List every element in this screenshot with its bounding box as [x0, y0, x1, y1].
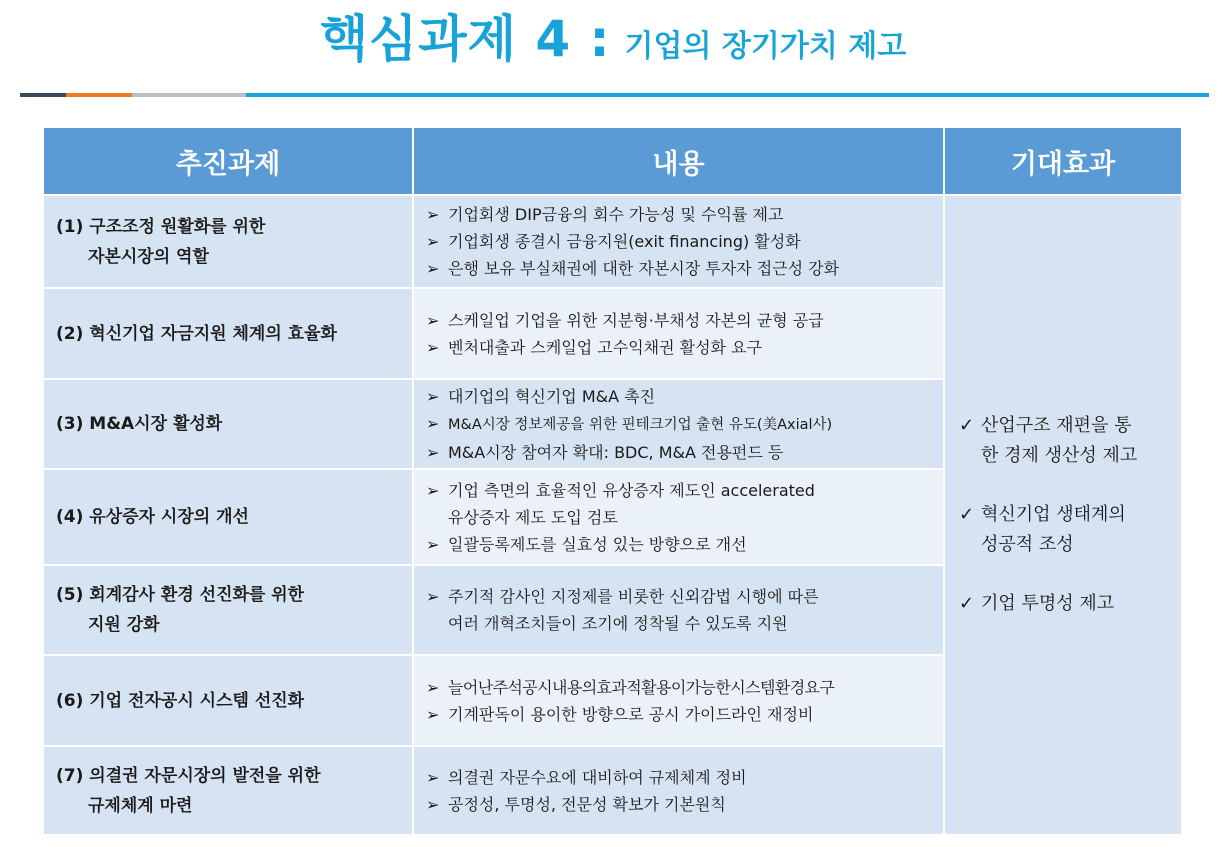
arrow-bullet-icon: ➢	[426, 587, 440, 606]
content-cell	[413, 565, 944, 655]
list-item-cont: 유상증자 제도 도입 검토	[448, 507, 618, 527]
content-cell	[413, 469, 944, 565]
list-item: ➢ 의결권 자문수요에 대비하여 규제체계 정비	[426, 764, 943, 791]
content-cell	[413, 195, 944, 288]
task-cell	[43, 565, 413, 655]
arrow-bullet-icon: ➢	[426, 386, 440, 406]
divider-segment-gray	[132, 93, 246, 97]
arrow-bullet-icon: ➢	[426, 259, 440, 278]
list-item: ➢ 기계판독이 용이한 방향으로 공시 가이드라인 재정비	[426, 701, 943, 728]
content-cell	[413, 288, 944, 379]
table-row	[43, 195, 1182, 288]
arrow-bullet-icon: ➢	[426, 413, 440, 433]
task-cell	[43, 469, 413, 565]
list-item: ➢ 기업회생 종결시 금융지원(exit financing) 활성화	[426, 228, 943, 255]
content-cell	[413, 379, 944, 469]
task-cell	[43, 655, 413, 746]
list-item: ➢ 기업회생 DIP금융의 회수 가능성 및 수익률 제고	[426, 201, 943, 228]
check-icon: ✓	[959, 504, 975, 525]
divider-segment-blue	[246, 93, 1209, 97]
task-cell	[43, 746, 413, 835]
title-sub: 기업의 장기가치 제고	[624, 29, 907, 64]
task-label: (2) 혁신기업 자금지원 체계의 효율화	[56, 323, 337, 344]
header-effect: 기대효과	[944, 127, 1182, 195]
list-item: ➢ M&A시장 참여자 확대: BDC, M&A 전용펀드 등	[426, 439, 943, 466]
arrow-bullet-icon: ➢	[426, 337, 440, 357]
arrow-bullet-icon: ➢	[426, 704, 440, 724]
header-content: 내용	[413, 127, 944, 195]
check-icon: ✓	[959, 415, 975, 436]
arrow-bullet-icon: ➢	[426, 480, 440, 500]
list-item: ➢ 스케일업 기업을 위한 지분형·부채성 자본의 균형 공급	[426, 307, 943, 334]
title-main: 핵심과제 4 :	[319, 10, 611, 68]
task-label: (6) 기업 전자공시 시스템 선진화	[56, 690, 305, 711]
task-cell	[43, 379, 413, 469]
arrow-bullet-icon: ➢	[426, 310, 440, 330]
arrow-bullet-icon: ➢	[426, 677, 440, 697]
list-item: ➢ 대기업의 혁신기업 M&A 촉진	[426, 383, 943, 410]
arrow-bullet-icon: ➢	[426, 232, 440, 251]
divider-segment-orange	[66, 93, 132, 97]
content-cell	[413, 746, 944, 835]
list-item: ➢ 벤처대출과 스케일업 고수익채권 활성화 요구	[426, 334, 943, 361]
arrow-bullet-icon: ➢	[426, 767, 440, 787]
task-label: (7) 의결권 자문시장의 발전을 위한	[56, 765, 321, 786]
tasks-table	[42, 126, 1183, 836]
task-label-cont: 규제체계 마련	[88, 795, 193, 816]
arrow-bullet-icon: ➢	[426, 794, 440, 814]
check-icon: ✓	[959, 593, 975, 614]
effect-item: ✓ 산업구조 재편을 통 한 경제 생산성 제고	[959, 411, 1181, 471]
divider-segment-dark	[20, 93, 66, 97]
list-item: ➢ 공정성, 투명성, 전문성 확보가 기본원칙	[426, 791, 943, 818]
task-cell	[43, 288, 413, 379]
list-item: ➢ 늘어난주석공시내용의효과적활용이가능한시스템환경요구	[426, 674, 943, 701]
list-item: ➢ M&A시장 정보제공을 위한 핀테크기업 출현 유도(美Axial사)	[426, 410, 943, 439]
task-label: (4) 유상증자 시장의 개선	[56, 507, 249, 527]
task-label: (1) 구조조정 원활화를 위한	[56, 216, 266, 237]
arrow-bullet-icon: ➢	[426, 534, 440, 554]
task-label-cont: 지원 강화	[88, 615, 160, 635]
list-item: ➢ 기업 측면의 효율적인 유상증자 제도인 accelerated	[426, 477, 943, 504]
task-label: (5) 회계감사 환경 선진화를 위한	[56, 585, 305, 605]
list-item: ➢ 주기적 감사인 지정제를 비롯한 신외감법 시행에 따른	[426, 583, 943, 610]
arrow-bullet-icon: ➢	[426, 442, 440, 462]
task-label-cont: 자본시장의 역할	[88, 246, 209, 267]
header-task: 추진과제	[43, 127, 413, 195]
list-item-cont: 여러 개혁조치들이 조기에 정착될 수 있도록 지원	[448, 614, 788, 633]
task-cell	[43, 195, 413, 288]
effect-item: ✓ 혁신기업 생태계의 성공적 조성	[959, 500, 1181, 560]
task-label: (3) M&A시장 활성화	[56, 414, 223, 434]
list-item: ➢ 은행 보유 부실채권에 대한 자본시장 투자자 접근성 강화	[426, 255, 943, 282]
list-item: ➢ 일괄등록제도를 실효성 있는 방향으로 개선	[426, 531, 943, 558]
slide-title	[0, 0, 1226, 78]
content-cell	[413, 655, 944, 746]
arrow-bullet-icon: ➢	[426, 205, 440, 224]
effect-cell	[944, 195, 1182, 835]
effect-item: ✓ 기업 투명성 제고	[959, 589, 1181, 619]
